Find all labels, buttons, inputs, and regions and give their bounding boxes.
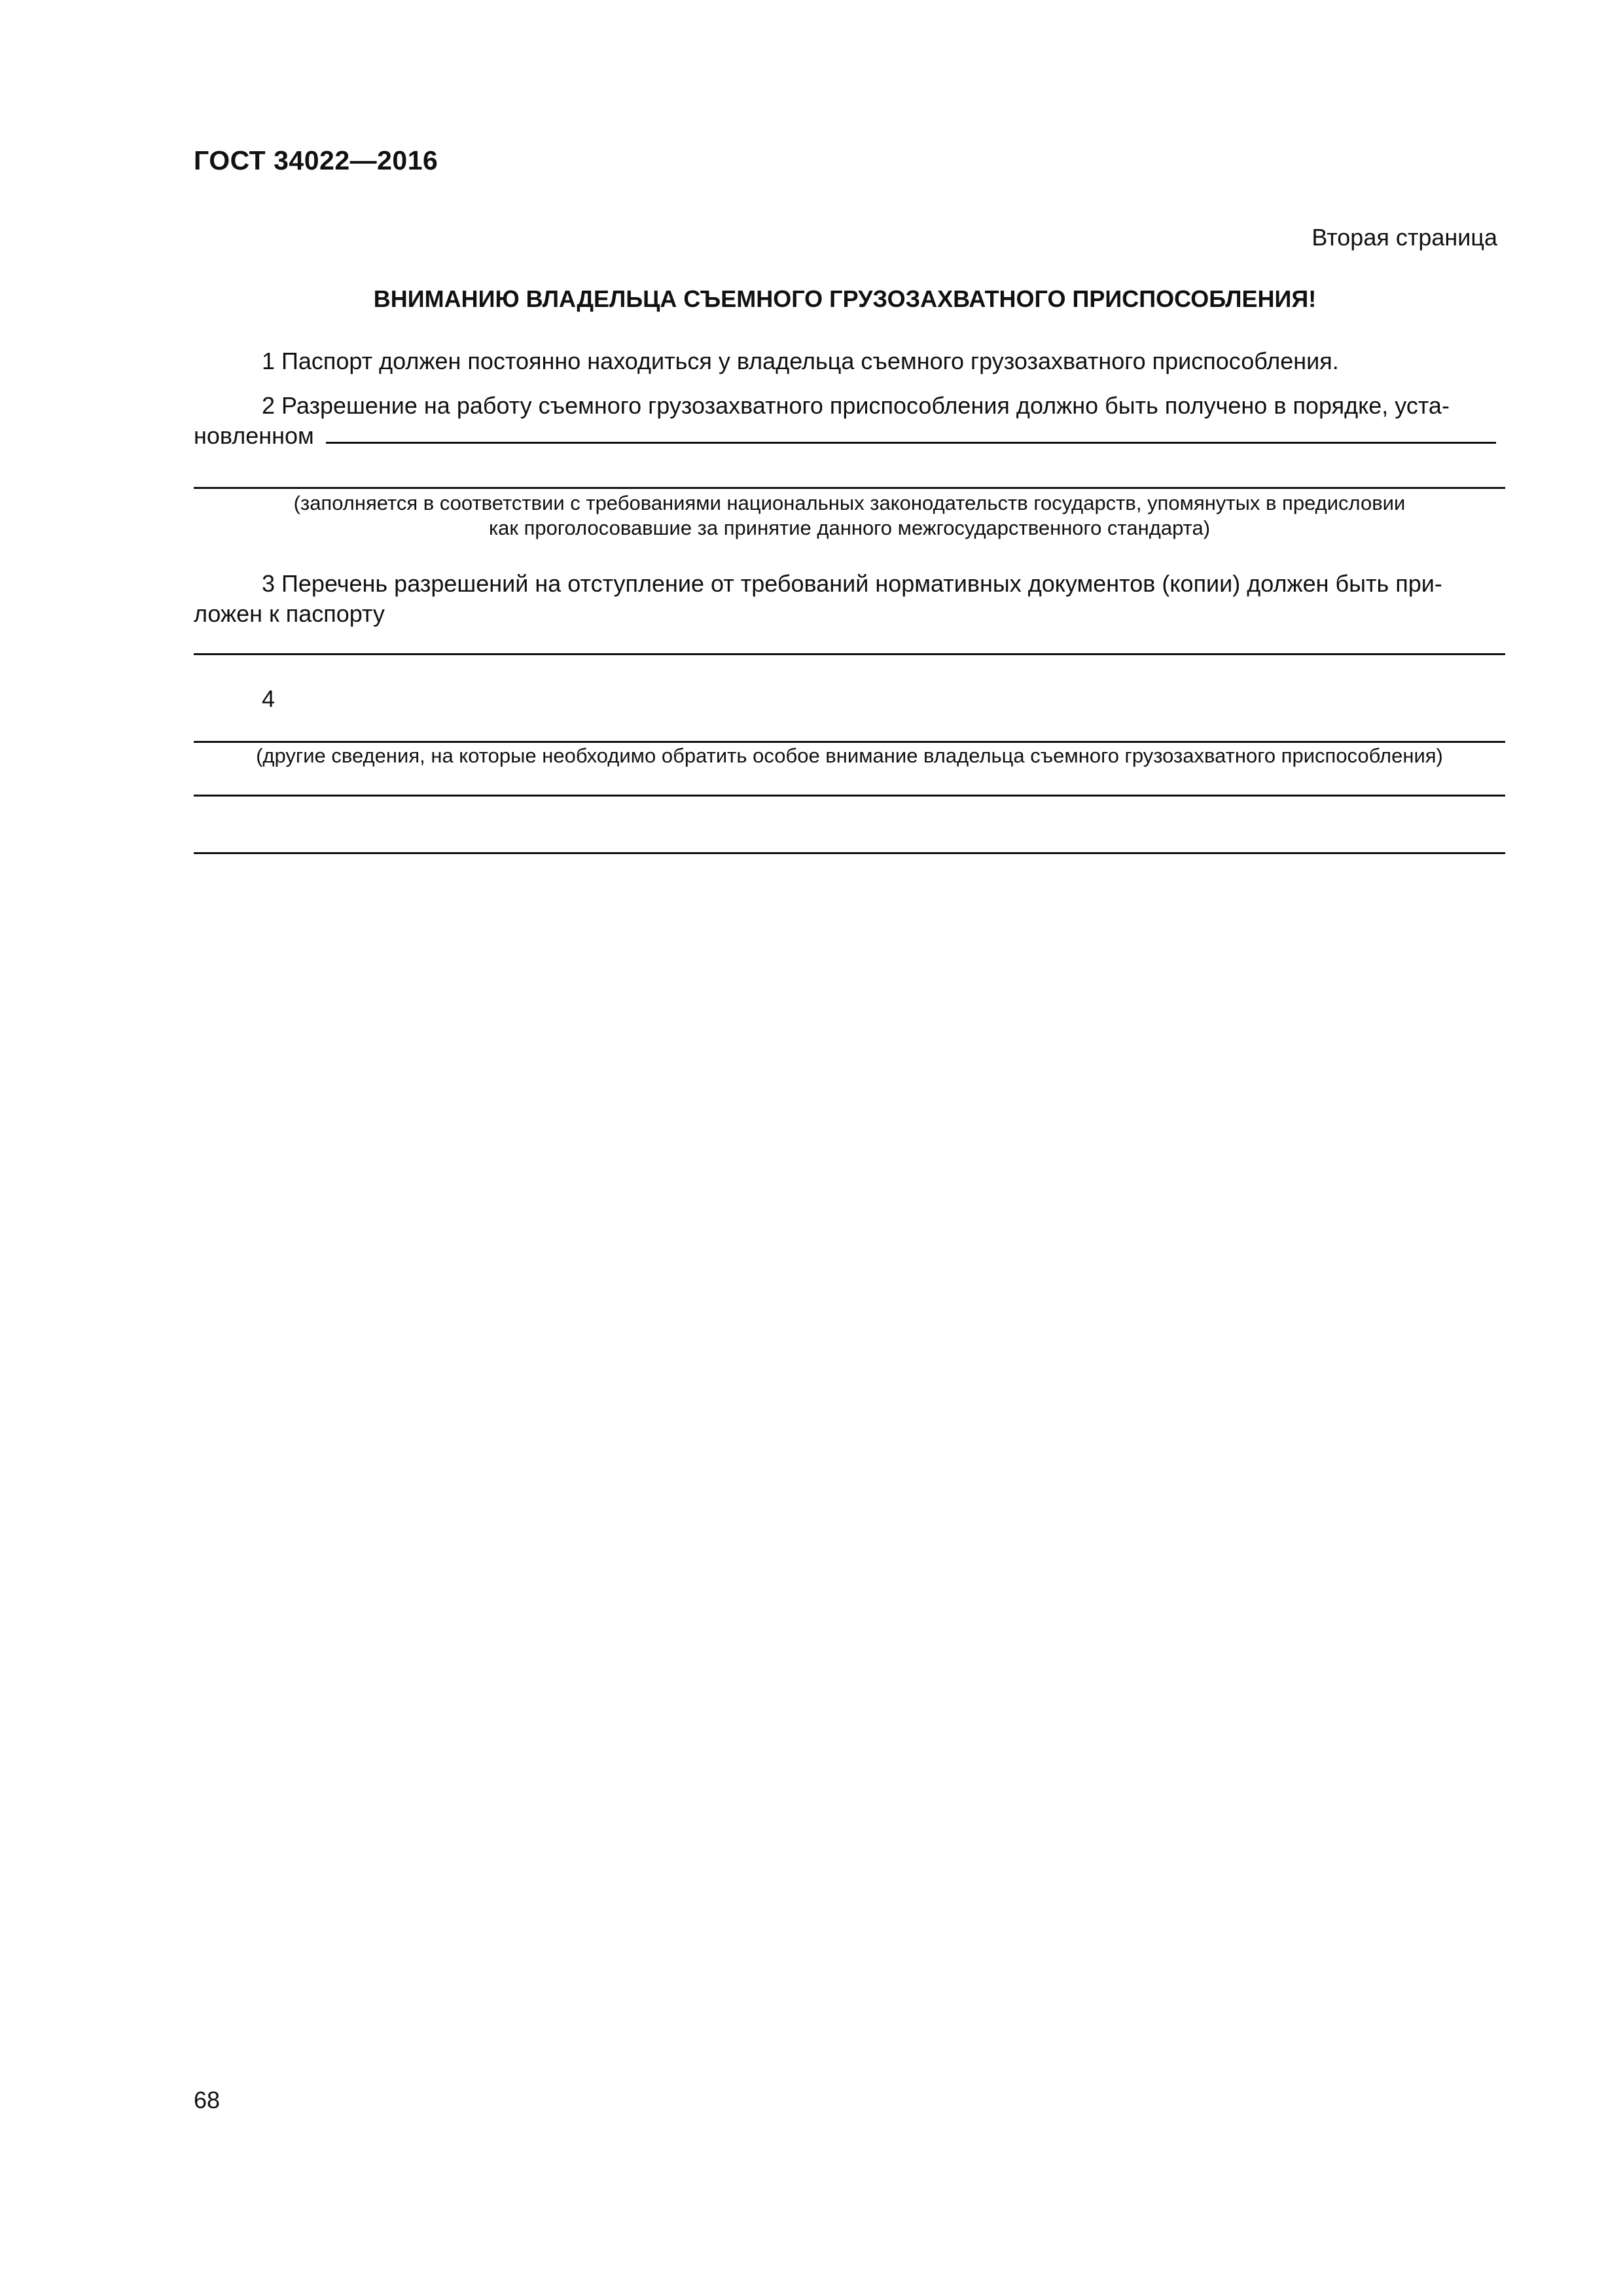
fill-in-line[interactable] — [194, 795, 1505, 797]
notice-item-1: 1 Паспорт должен постоянно находиться у владельца съемного грузозахватного приспособления. — [262, 348, 1339, 374]
page-label: Вторая страница — [1311, 224, 1497, 251]
notice-item-3-line-1: 3 Перечень разрешений на отступление от требований нормативных документов (копии) должен быть при- — [262, 570, 1442, 597]
notice-item-2-line-1: 2 Разрешение на работу съемного грузозахватного приспособления должно быть получено в порядке, уста- — [262, 392, 1450, 419]
notice-item-2-line-2 — [194, 419, 1496, 452]
page-number: 68 — [194, 2087, 221, 2113]
caption-line: как проголосовавшие за принятие данного межгосударственного стандарта) — [488, 516, 1211, 539]
notice-item-2-caption — [194, 491, 1505, 541]
fill-in-line[interactable] — [194, 741, 1505, 743]
notice-heading: ВНИМАНИЮ ВЛАДЕЛЬЦА СЪЕМНОГО ГРУЗОЗАХВАТНОГО ПРИСПОСОБЛЕНИЯ! — [373, 285, 1317, 312]
fill-in-line[interactable] — [194, 653, 1505, 655]
notice-item-4-number: 4 — [262, 685, 276, 712]
fill-in-line[interactable] — [326, 435, 1496, 444]
document-code: ГОСТ 34022—2016 — [194, 145, 438, 175]
caption-line: (заполняется в соответствии с требованиями национальных законодательств государств, упомянутых в предисловии — [293, 492, 1406, 514]
fill-in-line[interactable] — [194, 487, 1505, 489]
fill-in-line[interactable] — [194, 852, 1505, 854]
notice-item-3-line-2: ложен к паспорту — [194, 600, 385, 627]
notice-item-2-text: новленном — [194, 422, 314, 449]
notice-item-4-caption: (другие сведения, на которые необходимо обратить особое внимание владельца съемного грузозахватного приспособления) — [256, 744, 1443, 767]
